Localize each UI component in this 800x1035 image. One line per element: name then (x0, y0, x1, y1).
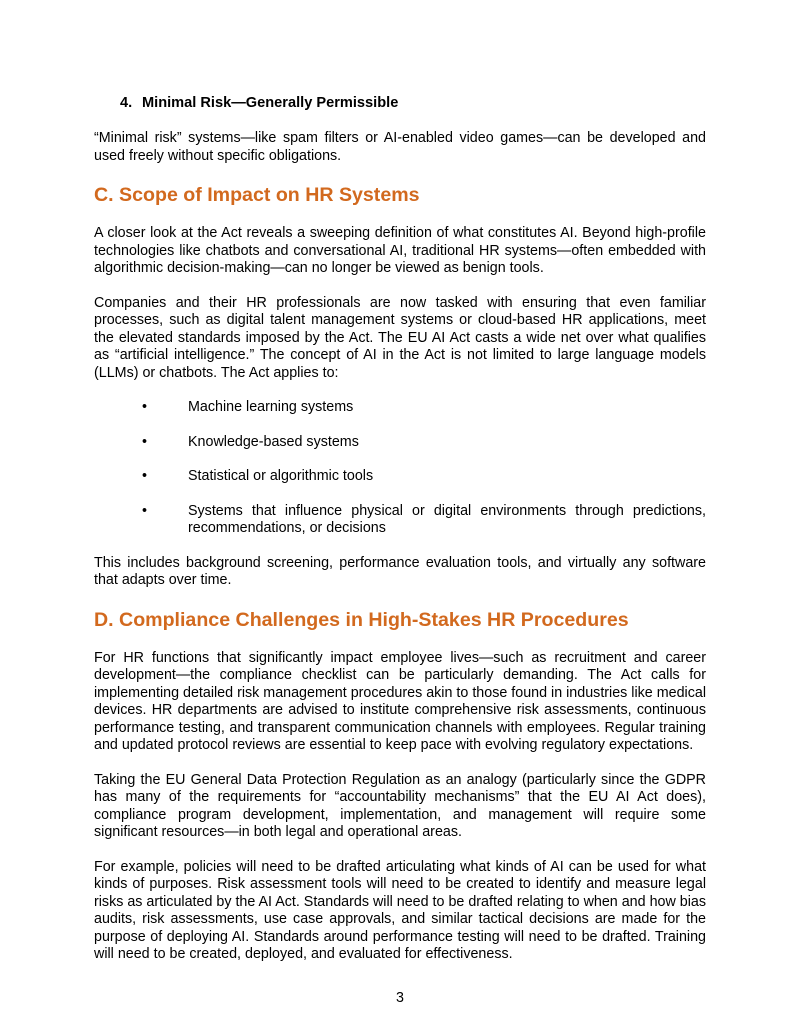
minimal-risk-paragraph: “Minimal risk” systems—like spam filters or AI-enabled video games—can be developed and used freely without specific obligations. (94, 130, 706, 164)
list-item-text: Systems that influence physical or digital environments through predictions, recommendations, or decisions (188, 502, 706, 536)
list-item-text: Statistical or algorithmic tools (188, 468, 374, 484)
section-c-paragraph-1: A closer look at the Act reveals a sweeping definition of what constitutes AI. Beyond high-profile technologies like chatbots and conversational AI, traditional HR systems—often embedded with algorithmic decision-making—can no longer be viewed as benign tools. (94, 225, 706, 276)
list-item (94, 399, 706, 417)
applies-to-list (94, 399, 706, 538)
section-d-paragraph-1: For HR functions that significantly impact employee lives—such as recruitment and career development—the compliance checklist can be particularly demanding. The Act calls for implementing detailed risk management procedures akin to those found in industries like medical devices. HR departments are advised to institute comprehensive risk assessments, continuous performance testing, and transparent communication channels with employees. Regular training and updated protocol reviews are essential to keep pace with evolving regulatory expectations. (94, 649, 706, 753)
bullet-icon: • (142, 399, 148, 415)
section-d-heading: D. Compliance Challenges in High-Stakes HR Procedures (94, 608, 629, 631)
list-item-text: Machine learning systems (188, 399, 354, 415)
subsection-title: Minimal Risk—Generally Permissible (142, 95, 399, 111)
bullet-icon: • (142, 468, 148, 484)
list-item-text: Knowledge-based systems (188, 433, 359, 450)
subsection-number: 4. (120, 95, 133, 111)
section-c-heading: C. Scope of Impact on HR Systems (94, 184, 420, 206)
list-item (94, 434, 706, 452)
section-c-paragraph-3: This includes background screening, performance evaluation tools, and virtually any software that adapts over time. (94, 554, 706, 588)
bullet-icon: • (142, 433, 148, 450)
bullet-icon: • (142, 502, 148, 519)
page-number: 3 (396, 990, 404, 1006)
section-d-paragraph-2: Taking the EU General Data Protection Regulation as an analogy (particularly since the GDPR has many of the requirements for “accountability mechanisms” that the EU AI Act does), compliance program development, implementation, and management will require some significant resources—in both legal and operational areas. (94, 771, 706, 840)
document-page (94, 94, 706, 964)
list-item (94, 468, 706, 486)
subsection-heading (120, 94, 706, 112)
section-c-paragraph-2: Companies and their HR professionals are now tasked with ensuring that even familiar processes, such as digital talent management systems or cloud-based HR applications, meet the elevated standards imposed by the Act. The EU AI Act casts a wide net over what qualifies as “artificial intelligence.” The concept of AI in the Act is not limited to large language models (LLMs) or chatbots. The Act applies to: (94, 294, 706, 381)
list-item (94, 503, 706, 538)
section-d-paragraph-3: For example, policies will need to be drafted articulating what kinds of AI can be used for what kinds of purposes. Risk assessment tools will need to be created to identify and measure legal risks as articulated by the AI Act. Standards will need to be drafted relating to when and how bias audits, risk assessments, use case approvals, and similar tactical decisions are made for the purpose of deploying AI. Standards around performance testing will need to be drafted. Training will need to be created, deployed, and evaluated for effectiveness. (94, 858, 706, 962)
